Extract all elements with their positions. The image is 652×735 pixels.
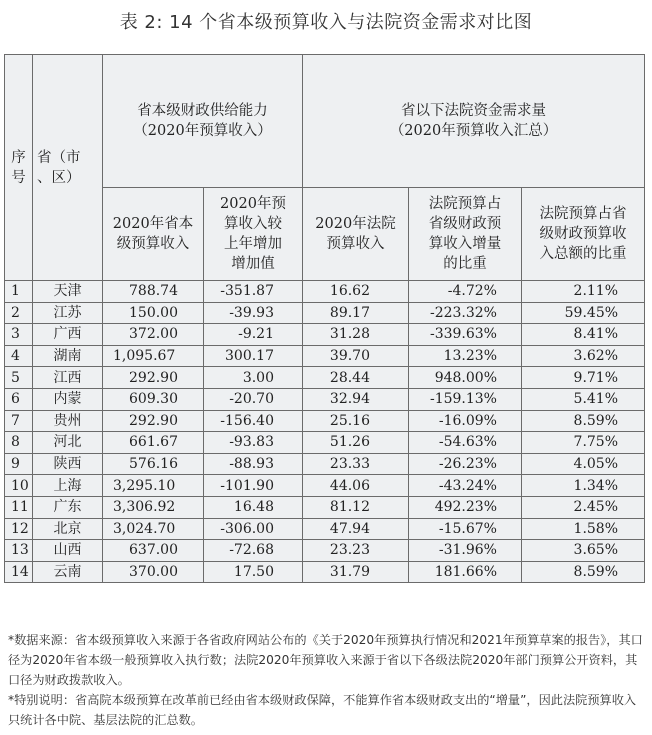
row-share-increase: 948.00% — [409, 367, 522, 389]
row-index: 11 — [5, 496, 33, 518]
row-share-total: 8.59% — [522, 410, 645, 432]
row-court-budget: 16.62 — [303, 281, 409, 303]
row-province: 陕西 — [33, 453, 103, 475]
row-budget: 370.00 — [103, 561, 204, 583]
row-budget: 150.00 — [103, 302, 204, 324]
table-row — [5, 324, 645, 346]
row-index: 7 — [5, 410, 33, 432]
row-increase: -72.68 — [204, 540, 303, 562]
row-budget: 637.00 — [103, 540, 204, 562]
table-row — [5, 367, 645, 389]
row-budget: 788.74 — [103, 281, 204, 303]
row-increase: -306.00 — [204, 518, 303, 540]
table-row — [5, 561, 645, 583]
row-index: 5 — [5, 367, 33, 389]
row-share-total: 7.75% — [522, 432, 645, 454]
row-province: 山西 — [33, 540, 103, 562]
row-increase: -101.90 — [204, 475, 303, 497]
row-province: 湖南 — [33, 345, 103, 367]
row-increase: 3.00 — [204, 367, 303, 389]
row-index: 4 — [5, 345, 33, 367]
header-group-demand: 省以下法院资金需求量 （2020年预算收入汇总） — [303, 55, 645, 188]
table-row — [5, 518, 645, 540]
row-province: 天津 — [33, 281, 103, 303]
row-province: 上海 — [33, 475, 103, 497]
table-row — [5, 540, 645, 562]
row-province: 内蒙 — [33, 388, 103, 410]
row-court-budget: 28.44 — [303, 367, 409, 389]
header-court-share-total: 法院预算占省 级财政预算收 入总额的比重 — [522, 188, 645, 281]
row-share-increase: -54.63% — [409, 432, 522, 454]
row-budget: 292.90 — [103, 410, 204, 432]
row-budget: 292.90 — [103, 367, 204, 389]
row-court-budget: 47.94 — [303, 518, 409, 540]
row-index: 10 — [5, 475, 33, 497]
row-share-increase: -223.32% — [409, 302, 522, 324]
header-increase: 2020年预 算收入较 上年增加 增加值 — [204, 188, 303, 281]
header-court-share-increase: 法院预算占 省级财政预 算收入增量 的比重 — [409, 188, 522, 281]
row-share-total: 4.05% — [522, 453, 645, 475]
row-index: 1 — [5, 281, 33, 303]
row-court-budget: 32.94 — [303, 388, 409, 410]
row-budget: 661.67 — [103, 432, 204, 454]
row-index: 3 — [5, 324, 33, 346]
row-court-budget: 31.28 — [303, 324, 409, 346]
row-increase: -88.93 — [204, 453, 303, 475]
table-title: 表 2: 14 个省本级预算收入与法院资金需求对比图 — [119, 12, 533, 33]
budget-comparison-table — [4, 54, 645, 583]
row-province: 贵州 — [33, 410, 103, 432]
row-court-budget: 23.23 — [303, 540, 409, 562]
row-share-total: 5.41% — [522, 388, 645, 410]
header-province: 省（市 、区） — [33, 55, 103, 281]
row-share-increase: 181.66% — [409, 561, 522, 583]
row-court-budget: 23.33 — [303, 453, 409, 475]
row-province: 河北 — [33, 432, 103, 454]
row-province: 江西 — [33, 367, 103, 389]
row-index: 14 — [5, 561, 33, 583]
row-increase: -351.87 — [204, 281, 303, 303]
row-increase: -9.21 — [204, 324, 303, 346]
row-share-increase: -159.13% — [409, 388, 522, 410]
row-budget: 609.30 — [103, 388, 204, 410]
header-budget: 2020年省本 级预算收入 — [103, 188, 204, 281]
row-increase: -20.70 — [204, 388, 303, 410]
row-share-increase: -4.72% — [409, 281, 522, 303]
table-row — [5, 388, 645, 410]
table-row — [5, 410, 645, 432]
row-share-increase: 492.23% — [409, 496, 522, 518]
row-share-increase: -16.09% — [409, 410, 522, 432]
row-index: 9 — [5, 453, 33, 475]
table-row — [5, 496, 645, 518]
row-budget: 3,024.70 — [103, 518, 204, 540]
table-row — [5, 281, 645, 303]
row-budget: 3,295.10 — [103, 475, 204, 497]
row-court-budget: 31.79 — [303, 561, 409, 583]
row-court-budget: 44.06 — [303, 475, 409, 497]
row-index: 13 — [5, 540, 33, 562]
row-share-increase: -43.24% — [409, 475, 522, 497]
row-court-budget: 39.70 — [303, 345, 409, 367]
row-court-budget: 81.12 — [303, 496, 409, 518]
row-province: 广西 — [33, 324, 103, 346]
row-index: 8 — [5, 432, 33, 454]
row-share-total: 2.11% — [522, 281, 645, 303]
row-share-total: 8.41% — [522, 324, 645, 346]
header-group-supply: 省本级财政供给能力 （2020年预算收入） — [103, 55, 303, 188]
data-source-note: *数据来源：省本级预算收入来源于各省政府网站公布的《关于2020年预算执行情况和2021年预算草案的报告》，其口径为2020年省本级一般预算收入执行数；法院2020年预算收入来源于省以下各级法院2020年部门预算公开资料，其口径为财政拨款收入。 — [8, 633, 643, 687]
row-increase: -156.40 — [204, 410, 303, 432]
row-share-total: 3.65% — [522, 540, 645, 562]
header-court-budget: 2020年法院 预算收入 — [303, 188, 409, 281]
row-court-budget: 89.17 — [303, 302, 409, 324]
special-note: *特别说明：省高院本级预算在改革前已经由省本级财政保障，不能算作省本级财政支出的“增量”，因此法院预算收入只统计各中院、基层法院的汇总数。 — [8, 693, 637, 727]
row-index: 6 — [5, 388, 33, 410]
row-budget: 3,306.92 — [103, 496, 204, 518]
header-index: 序 号 — [5, 55, 33, 281]
row-share-increase: -26.23% — [409, 453, 522, 475]
row-share-total: 2.45% — [522, 496, 645, 518]
row-budget: 372.00 — [103, 324, 204, 346]
row-share-total: 59.45% — [522, 302, 645, 324]
row-increase: 17.50 — [204, 561, 303, 583]
row-share-total: 1.34% — [522, 475, 645, 497]
row-share-increase: -339.63% — [409, 324, 522, 346]
row-province: 广东 — [33, 496, 103, 518]
row-increase: -39.93 — [204, 302, 303, 324]
table-row — [5, 475, 645, 497]
row-province: 北京 — [33, 518, 103, 540]
row-index: 12 — [5, 518, 33, 540]
row-province: 云南 — [33, 561, 103, 583]
row-share-total: 9.71% — [522, 367, 645, 389]
row-budget: 1,095.67 — [103, 345, 204, 367]
row-share-increase: 13.23% — [409, 345, 522, 367]
table-row — [5, 453, 645, 475]
table-row — [5, 302, 645, 324]
footnotes — [8, 630, 646, 730]
table-row — [5, 345, 645, 367]
table-row — [5, 432, 645, 454]
row-share-total: 8.59% — [522, 561, 645, 583]
row-share-total: 3.62% — [522, 345, 645, 367]
row-increase: -93.83 — [204, 432, 303, 454]
row-court-budget: 51.26 — [303, 432, 409, 454]
row-increase: 16.48 — [204, 496, 303, 518]
row-share-increase: -31.96% — [409, 540, 522, 562]
row-province: 江苏 — [33, 302, 103, 324]
row-share-increase: -15.67% — [409, 518, 522, 540]
row-share-total: 1.58% — [522, 518, 645, 540]
row-budget: 576.16 — [103, 453, 204, 475]
row-court-budget: 25.16 — [303, 410, 409, 432]
row-increase: 300.17 — [204, 345, 303, 367]
row-index: 2 — [5, 302, 33, 324]
